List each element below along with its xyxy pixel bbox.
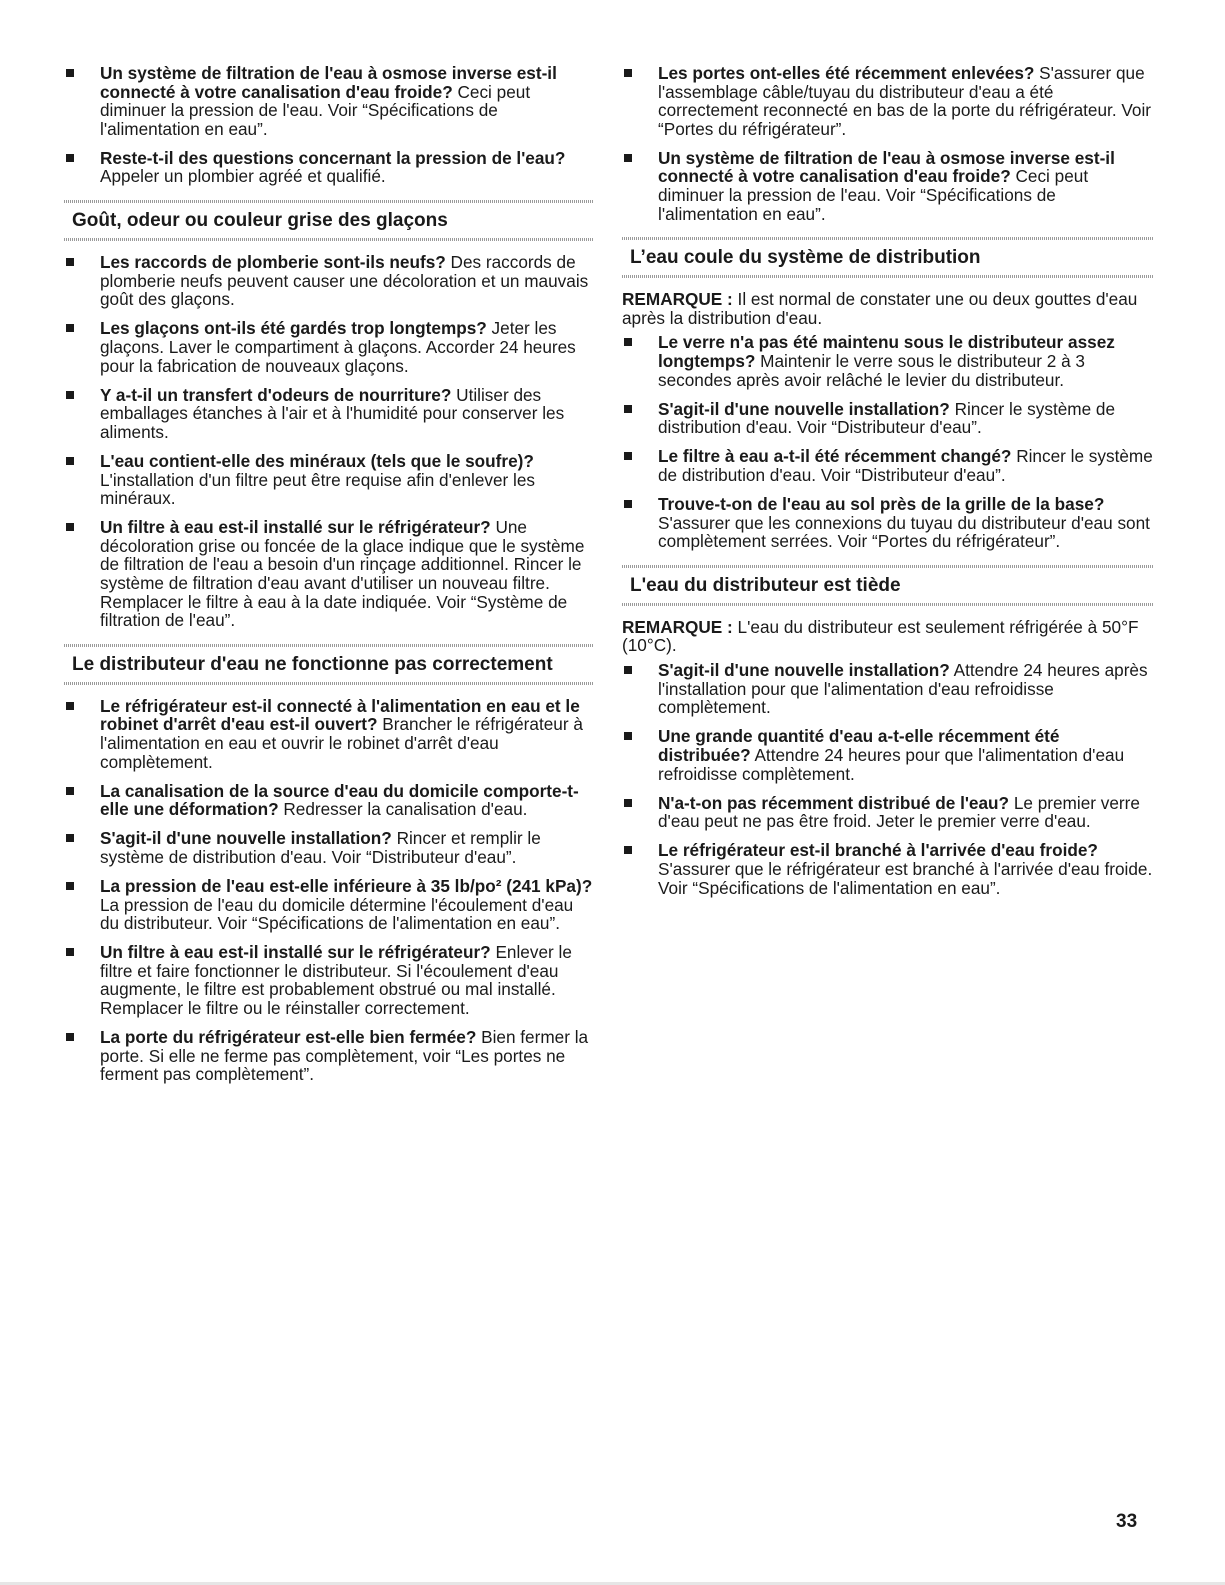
right-column: [622, 64, 1154, 908]
page-number: 33: [1116, 1511, 1138, 1532]
item-answer: Enlever le filtre et faire fonctionner le distributeur. Si l'écoulement d'eau augmente, le filtre est probablement obstrué ou mal installé. Remplacer le filtre ou le réinstaller correctement.: [100, 942, 572, 1019]
list-item: [64, 943, 594, 1017]
item-answer: Une décoloration grise ou foncée de la glace indique que le système de filtration de l'eau a besoin d'un rinçage additionnel. Rincer le système de filtration d'eau avant d'utiliser un nouveau filtre. Remplacer le filtre à eau à la date indiquée. Voir “Système de filtration de l'eau”.: [100, 517, 585, 631]
bullet-square-icon: [66, 391, 74, 399]
remark-label: REMARQUE :: [622, 616, 733, 637]
bullet-square-icon: [66, 882, 74, 890]
bullet-square-icon: [66, 154, 74, 162]
item-question: Le filtre à eau a-t-il été récemment changé?: [658, 446, 1012, 467]
bullet-square-icon: [624, 405, 632, 413]
item-answer: Appeler un plombier agréé et qualifié.: [100, 166, 386, 187]
item-answer: Brancher le réfrigérateur à l'alimentation en eau et ouvrir le robinet d'arrêt d'eau complètement.: [100, 714, 583, 772]
item-question: Un système de filtration de l'eau à osmose inverse est-il connecté à votre canalisation d'eau froide?: [100, 63, 557, 102]
item-answer: Des raccords de plomberie neufs peuvent causer une décoloration et un mauvais goût des glaçons.: [100, 252, 589, 310]
remark-text: L'eau du distributeur est seulement réfrigérée à 50°F (10°C).: [622, 616, 1139, 656]
item-question: S'agit-il d'une nouvelle installation?: [100, 828, 392, 849]
item-answer: Rincer le système de distribution d'eau. Voir “Distributeur d'eau”.: [658, 398, 1116, 438]
bullet-square-icon: [66, 457, 74, 465]
list-item: [64, 829, 594, 866]
list-item: [64, 877, 594, 933]
list-item: [622, 447, 1154, 484]
bullet-square-icon: [624, 846, 632, 854]
item-answer: Ceci peut diminuer la pression de l'eau. Voir “Spécifications de l'alimentation en eau”.: [100, 81, 531, 139]
list-item: [622, 794, 1154, 831]
bullet-square-icon: [624, 452, 632, 460]
warm-list: [622, 661, 1154, 897]
item-question: Le réfrigérateur est-il connecté à l'alimentation en eau et le robinet d'arrêt d'eau est-il ouvert?: [100, 695, 580, 735]
dispenser-list: [64, 697, 594, 1084]
item-answer: Maintenir le verre sous le distributeur 2 à 3 secondes après avoir relâché le levier du distributeur.: [658, 351, 1085, 390]
item-question: La pression de l'eau est-elle inférieure à 35 lb/po² (241 kPa)?: [100, 876, 593, 896]
divider-rule: [64, 238, 594, 241]
item-question: Le réfrigérateur est-il branché à l'arrivée d'eau froide?: [658, 840, 1098, 861]
list-item: [64, 319, 594, 375]
leak-list: [622, 333, 1154, 550]
item-answer: Bien fermer la porte. Si elle ne ferme pas complètement, voir “Les portes ne ferment pas complètement”.: [100, 1027, 589, 1085]
section-title: L’eau coule du système de distribution: [630, 247, 981, 269]
bullet-square-icon: [66, 787, 74, 795]
list-item: [64, 452, 594, 508]
list-item: [64, 1028, 594, 1084]
item-question: Les raccords de plomberie sont-ils neufs?: [100, 252, 446, 273]
bullet-square-icon: [66, 1033, 74, 1041]
list-item: [64, 697, 594, 771]
item-question: Les glaçons ont-ils été gardés trop longtemps?: [100, 318, 487, 339]
item-question: Y a-t-il un transfert d'odeurs de nourriture?: [100, 384, 452, 405]
bullet-square-icon: [66, 258, 74, 266]
right-intro-list: [622, 64, 1154, 223]
bullet-square-icon: [66, 834, 74, 842]
divider-rule: [622, 603, 1154, 606]
section-heading-warm: [622, 565, 1154, 606]
divider-rule: [64, 682, 594, 685]
bullet-square-icon: [66, 523, 74, 531]
remark-text: Il est normal de constater une ou deux gouttes d'eau après la distribution d'eau.: [622, 289, 1138, 328]
section-heading-taste: [64, 200, 594, 241]
bullet-square-icon: [624, 69, 632, 77]
item-answer: Attendre 24 heures pour que l'alimentation d'eau refroidisse complètement.: [658, 744, 1125, 784]
list-item: [622, 64, 1154, 138]
list-item: [622, 661, 1154, 717]
item-answer: Attendre 24 heures après l'installation pour que l'alimentation d'eau refroidisse complètement.: [658, 660, 1148, 718]
left-column: [64, 64, 594, 1094]
list-item: [64, 518, 594, 630]
bullet-square-icon: [624, 338, 632, 346]
remark-note: [622, 618, 1154, 655]
list-item: [64, 782, 594, 819]
item-answer: Rincer le système de distribution d'eau. Voir “Distributeur d'eau”.: [658, 446, 1153, 485]
item-answer: Le premier verre d'eau peut ne pas être froid. Jeter le premier verre d'eau.: [658, 792, 1140, 832]
list-item: [622, 727, 1154, 783]
item-question: Une grande quantité d'eau a-t-elle récemment été distribuée?: [658, 726, 1060, 765]
list-item: [622, 400, 1154, 437]
item-answer: Utiliser des emballages étanches à l'air et à l'humidité pour conserver les aliments.: [100, 384, 565, 442]
taste-list: [64, 253, 594, 630]
bullet-square-icon: [624, 500, 632, 508]
item-question: Un filtre à eau est-il installé sur le réfrigérateur?: [100, 942, 491, 963]
list-item: [64, 386, 594, 442]
item-question: Un système de filtration de l'eau à osmose inverse est-il connecté à votre canalisation d'eau froide?: [658, 147, 1115, 187]
item-answer: La pression de l'eau du domicile détermine l'écoulement d'eau du distributeur. Voir “Spécifications de l'alimentation en eau”.: [100, 894, 574, 934]
list-item: [64, 253, 594, 309]
item-question: Le verre n'a pas été maintenu sous le distributeur assez longtemps?: [658, 332, 1115, 372]
section-heading-dispenser: [64, 644, 594, 685]
bullet-square-icon: [624, 666, 632, 674]
bullet-square-icon: [66, 702, 74, 710]
bullet-square-icon: [624, 732, 632, 740]
remark-label: REMARQUE :: [622, 289, 733, 310]
item-answer: L'installation d'un filtre peut être requise afin d'enlever les minéraux.: [100, 469, 536, 509]
section-heading-leak: [622, 237, 1154, 278]
item-answer: Rincer et remplir le système de distribution d'eau. Voir “Distributeur d'eau”.: [100, 828, 541, 867]
list-item: [622, 841, 1154, 897]
item-question: L'eau contient-elle des minéraux (tels que le soufre)?: [100, 450, 534, 471]
list-item: [622, 149, 1154, 223]
list-item: [622, 333, 1154, 389]
item-answer: Ceci peut diminuer la pression de l'eau. Voir “Spécifications de l'alimentation en eau”.: [658, 166, 1089, 224]
item-question: Trouve-t-on de l'eau au sol près de la grille de la base?: [658, 494, 1105, 515]
section-title: L'eau du distributeur est tiède: [630, 574, 901, 596]
bullet-square-icon: [624, 154, 632, 162]
list-item: [64, 64, 594, 138]
bullet-square-icon: [66, 324, 74, 332]
item-question: Un filtre à eau est-il installé sur le réfrigérateur?: [100, 517, 491, 538]
item-question: La canalisation de la source d'eau du domicile comporte-t-elle une déformation?: [100, 780, 579, 820]
bullet-square-icon: [624, 799, 632, 807]
bullet-square-icon: [66, 69, 74, 77]
item-answer: S'assurer que les connexions du tuyau du distributeur d'eau sont complètement serrées. Voir “Portes du réfrigérateur”.: [658, 512, 1150, 552]
item-question: S'agit-il d'une nouvelle installation?: [658, 398, 950, 419]
item-question: Les portes ont-elles été récemment enlevées?: [658, 63, 1035, 83]
list-item: [64, 149, 594, 186]
remark-note: [622, 290, 1154, 327]
divider-rule: [622, 275, 1154, 278]
item-question: N'a-t-on pas récemment distribué de l'eau?: [658, 792, 1010, 813]
bullet-square-icon: [66, 948, 74, 956]
item-answer: S'assurer que l'assemblage câble/tuyau du distributeur d'eau a été correctement reconnecté en bas de la porte du réfrigérateur. Voir “Portes du réfrigérateur”.: [658, 63, 1151, 139]
left-intro-list: [64, 64, 594, 186]
list-item: [622, 495, 1154, 551]
section-title: Le distributeur d'eau ne fonctionne pas correctement: [72, 653, 553, 675]
item-answer: S'assurer que le réfrigérateur est branché à l'arrivée d'eau froide. Voir “Spécifications de l'alimentation en eau”.: [658, 858, 1153, 898]
item-question: La porte du réfrigérateur est-elle bien fermée?: [100, 1027, 477, 1048]
item-answer: Redresser la canalisation d'eau.: [278, 799, 528, 820]
item-answer: Jeter les glaçons. Laver le compartiment à glaçons. Accorder 24 heures pour la fabrication de nouveaux glaçons.: [100, 318, 576, 376]
item-question: S'agit-il d'une nouvelle installation?: [658, 660, 950, 681]
section-title: Goût, odeur ou couleur grise des glaçons: [72, 210, 448, 232]
item-question: Reste-t-il des questions concernant la pression de l'eau?: [100, 147, 566, 168]
